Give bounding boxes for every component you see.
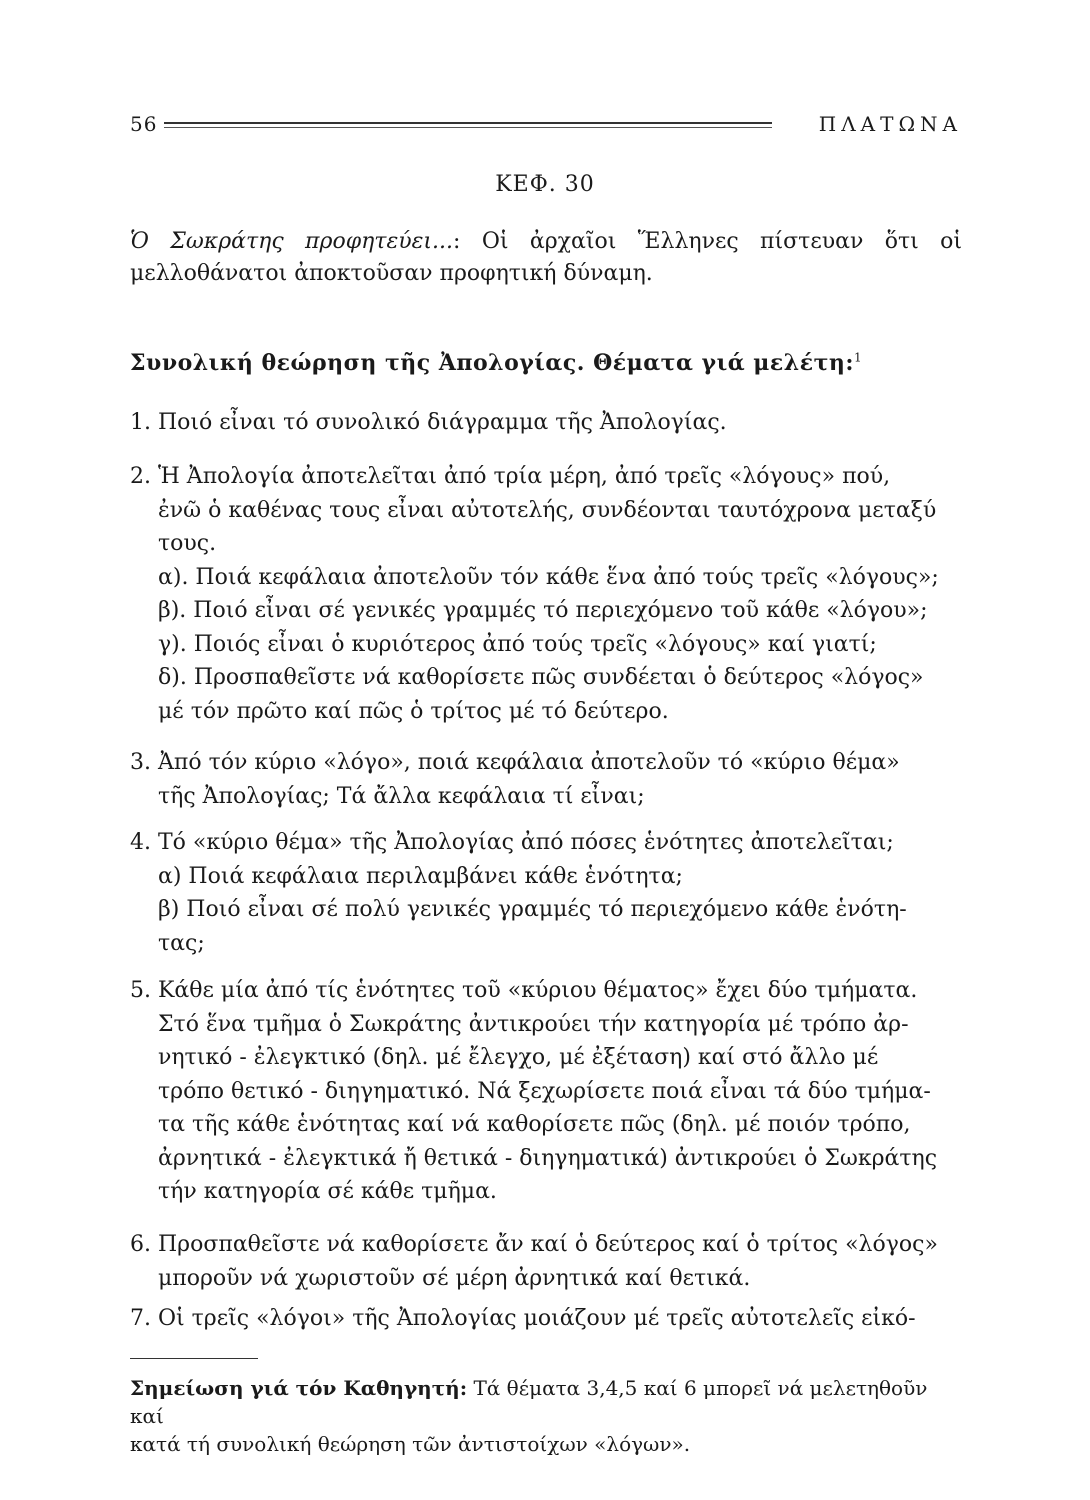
page-header [130, 112, 962, 142]
question-5-line-3: νητικό - ἐλεγκτικό (δηλ. μέ ἔλεγχο, μέ ἐξέταση) καί στό ἄλλο μέ [158, 1045, 879, 1070]
question-2-sub-d-line-1: δ). Προσπαθεῖστε νά καθορίσετε πῶς συνδέεται ὁ δεύτερος «λόγος» [158, 665, 924, 690]
question-1-line: 1. Ποιό εἶναι τό συνολικό διάγραμμα τῆς Ἀπολογίας. [130, 410, 727, 435]
question-2-line-1: 2. Ἡ Ἀπολογία ἀποτελεῖται ἀπό τρία μέρη, ἀπό τρεῖς «λόγους» πού, [130, 464, 891, 489]
question-2-line-3: τους. [158, 531, 217, 556]
question-6-line-1: 6. Προσπαθεῖστε νά καθορίσετε ἄν καί ὁ δεύτερος καί ὁ τρίτος «λόγος» [130, 1232, 938, 1257]
question-4-sub-b-line-1: β) Ποιό εἶναι σέ πολύ γενικές γραμμές τό περιεχόμενο κάθε ἑνότη- [158, 897, 907, 922]
question-5-line-6: ἀρνητικά - ἐλεγκτικά ἤ θετικά - διηγηματικά) ἀντικρούει ὁ Σωκράτης [158, 1145, 938, 1171]
question-6 [130, 1228, 962, 1295]
header-double-rule [164, 122, 772, 124]
question-5-line-4: τρόπο θετικό - διηγηματικό. Νά ξεχωρίσετε ποιά εἶναι τά δύο τμήμα- [158, 1078, 931, 1104]
question-4-line-1: 4. Τό «κύριο θέμα» τῆς Ἀπολογίας ἀπό πόσες ἑνότητες ἀποτελεῖται; [130, 830, 894, 855]
chapter-note [130, 226, 962, 290]
chapter-heading: ΚΕΦ. 30 [495, 172, 595, 197]
footnote-rule [130, 1358, 258, 1359]
running-title: ΠΛΑΤΩΝΑ [818, 112, 962, 136]
footnote-text-2: κατά τή συνολική θεώρηση τῶν ἀντιστοίχων «λόγων». [130, 1432, 691, 1456]
question-6-line-2: μποροῦν νά χωριστοῦν σέ μέρη ἀρνητικά καί θετικά. [158, 1265, 751, 1291]
question-7-line-1: 7. Οἱ τρεῖς «λόγοι» τῆς Ἀπολογίας μοιάζουν μέ τρεῖς αὐτοτελεῖς εἰκό- [130, 1306, 916, 1331]
question-2-sub-d-line-2: μέ τόν πρῶτο καί πῶς ὁ τρίτος μέ τό δεύτερο. [158, 698, 669, 724]
question-2-sub-c: γ). Ποιός εἶναι ὁ κυριότερος ἀπό τούς τρεῖς «λόγους» καί γιατί; [158, 631, 877, 657]
page-number: 56 [130, 112, 158, 136]
question-5-line-7: τήν κατηγορία σέ κάθε τμῆμα. [158, 1179, 497, 1204]
question-4-sub-a: α) Ποιά κεφάλαια περιλαμβάνει κάθε ἑνότητα; [158, 863, 683, 889]
question-3-line-1: 3. Ἀπό τόν κύριο «λόγο», ποιά κεφάλαια ἀποτελοῦν τό «κύριο θέμα» [130, 750, 900, 775]
footnote-text-1: Τά θέματα 3,4,5 καί 6 μπορεῖ νά μελετηθοῦν καί [130, 1376, 928, 1428]
footnote [130, 1374, 962, 1458]
question-2-sub-a: α). Ποιά κεφάλαια ἀποτελοῦν τόν κάθε ἕνα ἀπό τούς τρεῖς «λόγους»; [158, 564, 939, 590]
section-title-text: Συνολική θεώρηση τῆς Ἀπολογίας. Θέματα γιά μελέτη: [130, 350, 854, 376]
question-4 [130, 826, 962, 960]
footnote-reference: 1 [854, 350, 863, 365]
footnote-label: Σημείωση γιά τόν Καθηγητή: [130, 1376, 468, 1400]
question-7 [130, 1302, 962, 1336]
question-5-line-5: τα τῆς κάθε ἑνότητας καί νά καθορίσετε πῶς (δηλ. μέ ποιόν τρόπο, [158, 1112, 911, 1137]
question-2-sub-b: β). Ποιό εἶναι σέ γενικές γραμμές τό περιεχόμενο τοῦ κάθε «λόγου»; [158, 598, 928, 623]
question-5-line-1: 5. Κάθε μία ἀπό τίς ἑνότητες τοῦ «κύριου θέματος» ἔχει δύο τμήματα. [130, 978, 918, 1003]
question-5 [130, 974, 962, 1209]
question-2-line-2: ἐνῶ ὁ καθένας τους εἶναι αὐτοτελής, συνδέονται ταυτόχρονα μεταξύ [158, 497, 937, 523]
question-2 [130, 460, 962, 728]
section-title [130, 350, 862, 376]
question-3 [130, 746, 962, 813]
chapter-note-text: : Οἱ ἀρχαῖοι Ἕλληνες πίστευαν ὅτι οἱ μελλοθάνατοι ἀποκτοῦσαν προφητική δύναμη. [130, 229, 962, 286]
question-1 [130, 406, 962, 440]
chapter-note-lemma: Ὁ Σωκράτης προφητεύει... [130, 229, 454, 254]
question-3-line-2: τῆς Ἀπολογίας; Τά ἄλλα κεφάλαια τί εἶναι; [158, 783, 645, 809]
question-5-line-2: Στό ἕνα τμῆμα ὁ Σωκράτης ἀντικρούει τήν κατηγορία μέ τρόπο ἀρ- [158, 1011, 909, 1037]
question-4-sub-b-line-2: τας; [158, 930, 205, 956]
